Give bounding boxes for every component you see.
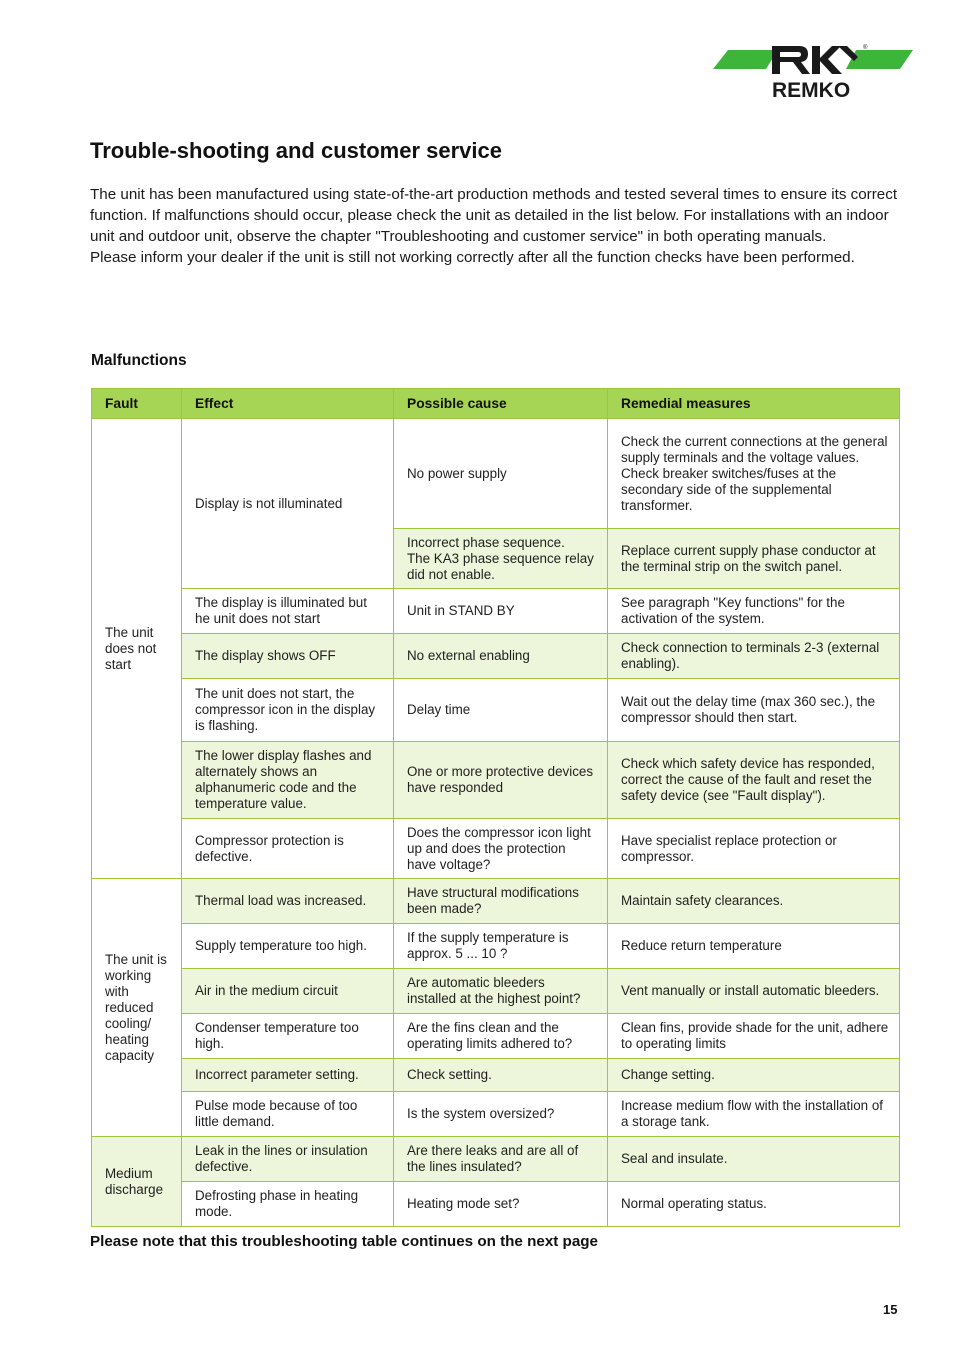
fault-cell: The unit is working with reduced cooling/ heating capacity [92, 879, 182, 1137]
cause-cell: Are automatic bleeders installed at the highest point? [394, 969, 608, 1014]
table-row [92, 969, 900, 1014]
effect-cell: Leak in the lines or insulation defective. [182, 1137, 394, 1182]
header-fault: Fault [92, 389, 182, 419]
header-effect: Effect [182, 389, 394, 419]
cause-cell: Does the compressor icon light up and does the protection have voltage? [394, 819, 608, 879]
table-row [92, 634, 900, 679]
continuation-note: Please note that this troubleshooting table continues on the next page [90, 1233, 598, 1250]
page-title: Trouble-shooting and customer service [90, 138, 502, 163]
effect-cell: Incorrect parameter setting. [182, 1059, 394, 1092]
cause-cell: Are the fins clean and the operating limits adhered to? [394, 1014, 608, 1059]
cause-cell: No external enabling [394, 634, 608, 679]
table-header-row [92, 389, 900, 419]
table-row [92, 589, 900, 634]
cause-cell: Is the system oversized? [394, 1092, 608, 1137]
remedy-cell: Have specialist replace protection or compressor. [608, 819, 900, 879]
table-row [92, 1137, 900, 1182]
effect-cell: Thermal load was increased. [182, 879, 394, 924]
remedy-cell: Reduce return temperature [608, 924, 900, 969]
remedy-cell: Check connection to terminals 2-3 (external enabling). [608, 634, 900, 679]
intro-text [90, 184, 905, 268]
effect-cell: The display is illuminated but he unit does not start [182, 589, 394, 634]
effect-cell: Pulse mode because of too little demand. [182, 1092, 394, 1137]
remedy-cell: Seal and insulate. [608, 1137, 900, 1182]
table-row [92, 679, 900, 742]
table-row [92, 1059, 900, 1092]
remedy-cell: Clean fins, provide shade for the unit, adhere to operating limits [608, 1014, 900, 1059]
section-heading: Malfunctions [91, 352, 187, 369]
table-row [92, 879, 900, 924]
effect-cell: The display shows OFF [182, 634, 394, 679]
remedy-cell: Vent manually or install automatic bleeders. [608, 969, 900, 1014]
intro-paragraph-1: The unit has been manufactured using state-of-the-art production methods and tested several times to ensure its correct function. If malfunctions should occur, please check the unit as detailed in the list below. For installations with an indoor unit and outdoor unit, observe the chapter "Troubleshooting and customer service" in both operating manuals. [90, 186, 898, 245]
page-number: 15 [883, 1302, 898, 1317]
table-row [92, 742, 900, 819]
table-row [92, 819, 900, 879]
remedy-cell: Change setting. [608, 1059, 900, 1092]
cause-cell: Unit in STAND BY [394, 589, 608, 634]
table-row [92, 1182, 900, 1227]
cause-cell: If the supply temperature is approx. 5 ... 10 ? [394, 924, 608, 969]
logo-wordmark: REMKO [772, 79, 851, 102]
header-remedy: Remedial measures [608, 389, 900, 419]
remko-logo [710, 40, 915, 102]
table-row [92, 1092, 900, 1137]
table-row [92, 1014, 900, 1059]
table-row [92, 924, 900, 969]
cause-cell: Have structural modifications been made? [394, 879, 608, 924]
remedy-cell: Wait out the delay time (max 360 sec.), the compressor should then start. [608, 679, 900, 742]
malfunctions-table [91, 388, 900, 1227]
effect-cell: Compressor protection is defective. [182, 819, 394, 879]
remedy-cell: See paragraph "Key functions" for the activation of the system. [608, 589, 900, 634]
header-cause: Possible cause [394, 389, 608, 419]
remedy-cell: Replace current supply phase conductor at the terminal strip on the switch panel. [608, 529, 900, 589]
remedy-cell: Increase medium flow with the installation of a storage tank. [608, 1092, 900, 1137]
remedy-cell: Normal operating status. [608, 1182, 900, 1227]
effect-cell: Supply temperature too high. [182, 924, 394, 969]
cause-cell: Check setting. [394, 1059, 608, 1092]
fault-cell: Medium discharge [92, 1137, 182, 1227]
table-row [92, 419, 900, 529]
fault-cell: The unit does not start [92, 419, 182, 879]
effect-cell: The unit does not start, the compressor icon in the display is flashing. [182, 679, 394, 742]
cause-cell: Heating mode set? [394, 1182, 608, 1227]
cause-cell: Are there leaks and are all of the lines insulated? [394, 1137, 608, 1182]
effect-cell: The lower display flashes and alternately shows an alphanumeric code and the temperature value. [182, 742, 394, 819]
remedy-cell: Check the current connections at the general supply terminals and the voltage values. Check breaker switches/fuses at the secondary side of the supplemental transformer. [608, 419, 900, 529]
intro-paragraph-2: Please inform your dealer if the unit is still not working correctly after all the function checks have been performed. [90, 249, 855, 266]
effect-cell: Condenser temperature too high. [182, 1014, 394, 1059]
effect-cell: Defrosting phase in heating mode. [182, 1182, 394, 1227]
effect-cell: Air in the medium circuit [182, 969, 394, 1014]
cause-cell: Delay time [394, 679, 608, 742]
remko-logo-mark [710, 40, 915, 102]
cause-cell: No power supply [394, 419, 608, 529]
remedy-cell: Maintain safety clearances. [608, 879, 900, 924]
remedy-cell: Check which safety device has responded, correct the cause of the fault and reset the safety device (see "Fault display"). [608, 742, 900, 819]
cause-cell: Incorrect phase sequence. The KA3 phase sequence relay did not enable. [394, 529, 608, 589]
svg-text:®: ® [863, 45, 868, 51]
cause-cell: One or more protective devices have responded [394, 742, 608, 819]
effect-cell: Display is not illuminated [182, 419, 394, 589]
